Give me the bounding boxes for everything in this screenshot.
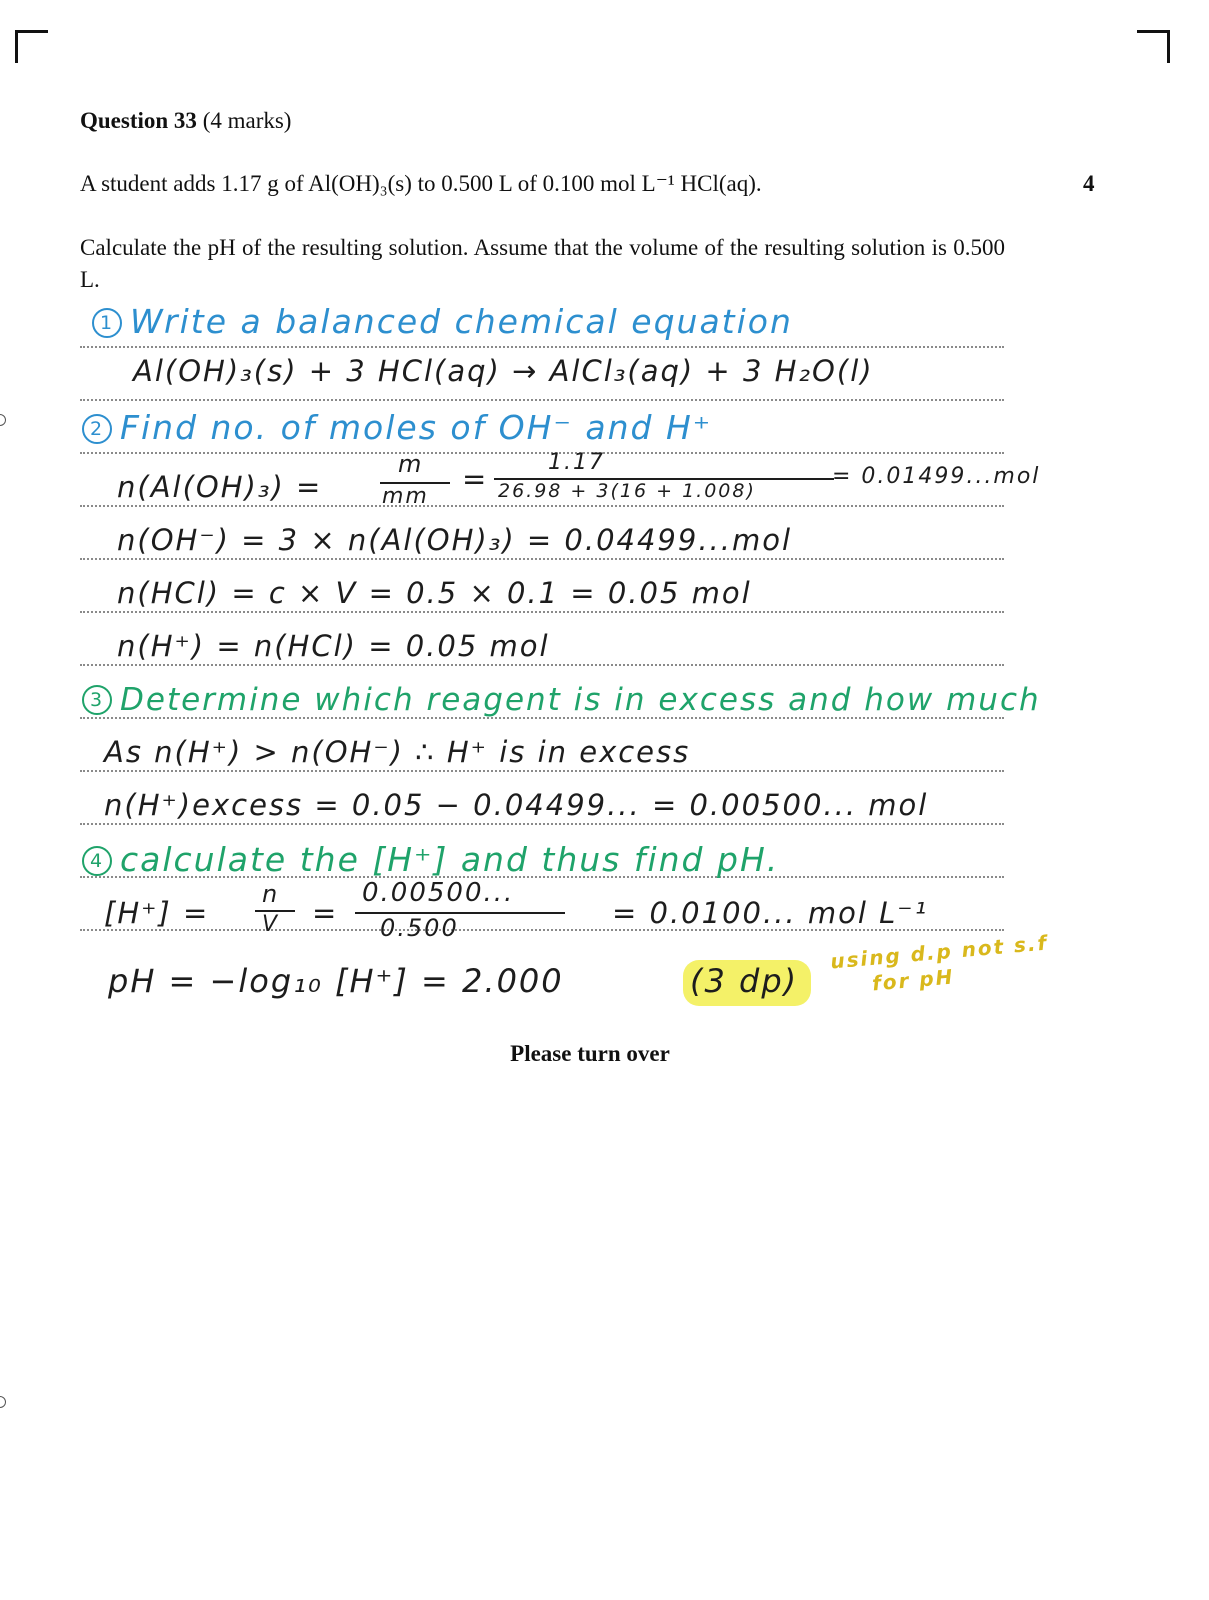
equals-sign: = <box>462 462 489 496</box>
step-4-title: calculate the [H⁺] and thus find pH. <box>120 840 780 879</box>
balanced-equation: Al(OH)₃(s) + 3 HCl(aq) → AlCl₃(aq) + 3 H₂O(l) <box>133 354 874 388</box>
step-4-number: 4 <box>82 846 112 876</box>
step-1-title: Write a balanced chemical equation <box>130 302 793 341</box>
fraction-v-denominator: V <box>262 912 280 937</box>
answer-line <box>80 611 1004 613</box>
ph-decimal-places: (3 dp) <box>690 962 799 1000</box>
step-3-heading <box>82 682 1041 719</box>
fraction-molar-mass-denominator: 26.98 + 3(16 + 1.008) <box>498 480 756 502</box>
question-statement: A student adds 1.17 g of Al(OH)₃(s) to 0.500 L of 0.100 mol L⁻¹ HCl(aq). <box>80 171 762 196</box>
answer-line <box>80 558 1004 560</box>
punch-hole-icon <box>0 414 6 426</box>
punch-hole-icon <box>0 1396 6 1408</box>
fraction-mm-denominator: mm <box>382 484 429 509</box>
answer-line <box>80 452 1004 454</box>
fraction-n-numerator: n <box>262 880 280 908</box>
answer-line <box>80 823 1004 825</box>
moles-hydroxide: n(OH⁻) = 3 × n(Al(OH)₃) = 0.04499...mol <box>117 523 793 557</box>
step-4-heading <box>82 840 779 880</box>
answer-line <box>80 399 1004 401</box>
question-instruction: Calculate the pH of the resulting solution. Assume that the volume of the resulting solution is 0.500 L. <box>80 235 1005 292</box>
answer-line <box>80 664 1004 666</box>
step-2-title: Find no. of moles of OH⁻ and H⁺ <box>120 408 713 447</box>
equals-sign: = <box>312 896 339 930</box>
fraction-mass-numerator: 1.17 <box>548 450 605 475</box>
question-number: Question 33 <box>80 108 197 133</box>
crop-mark-top-right <box>1137 30 1170 63</box>
question-heading <box>80 105 291 137</box>
concentration-result: = 0.0100... mol L⁻¹ <box>612 896 929 930</box>
fraction-excess-numerator: 0.00500... <box>362 878 515 908</box>
step-2-heading <box>82 408 712 448</box>
answer-line <box>80 505 1004 507</box>
margin-note-line2: for pH <box>871 964 956 996</box>
moles-hydrogen-ion: n(H⁺) = n(HCl) = 0.05 mol <box>117 629 550 663</box>
margin-note-line1: using d.p not s.f <box>829 930 1050 974</box>
step-2-number: 2 <box>82 414 112 444</box>
answer-line <box>80 770 1004 772</box>
moles-hcl: n(HCl) = c × V = 0.5 × 0.1 = 0.05 mol <box>117 576 752 610</box>
moles-aloh3-label: n(Al(OH)₃) = <box>117 470 323 504</box>
marks-value: 4 <box>1083 171 1095 196</box>
fraction-m-numerator: m <box>398 450 424 478</box>
step-1-heading <box>92 302 793 342</box>
crop-mark-top-left <box>15 30 48 63</box>
question-marks-label: (4 marks) <box>202 108 292 133</box>
ph-calculation: pH = −log₁₀ [H⁺] = 2.000 <box>108 962 564 1000</box>
step-3-title: Determine which reagent is in excess and how much <box>120 682 1041 718</box>
fraction-volume-denominator: 0.500 <box>380 914 459 942</box>
step-1-number: 1 <box>92 308 122 338</box>
answer-line <box>80 346 1004 348</box>
excess-reasoning: As n(H⁺) > n(OH⁻) ∴ H⁺ is in excess <box>104 735 691 769</box>
moles-aloh3-result: = 0.01499...mol <box>832 464 1041 489</box>
concentration-label: [H⁺] = <box>104 896 210 930</box>
step-3-number: 3 <box>82 685 112 715</box>
excess-calculation: n(H⁺)excess = 0.05 − 0.04499... = 0.00500... mol <box>104 788 929 822</box>
turn-over-footer: Please turn over <box>510 1041 670 1066</box>
